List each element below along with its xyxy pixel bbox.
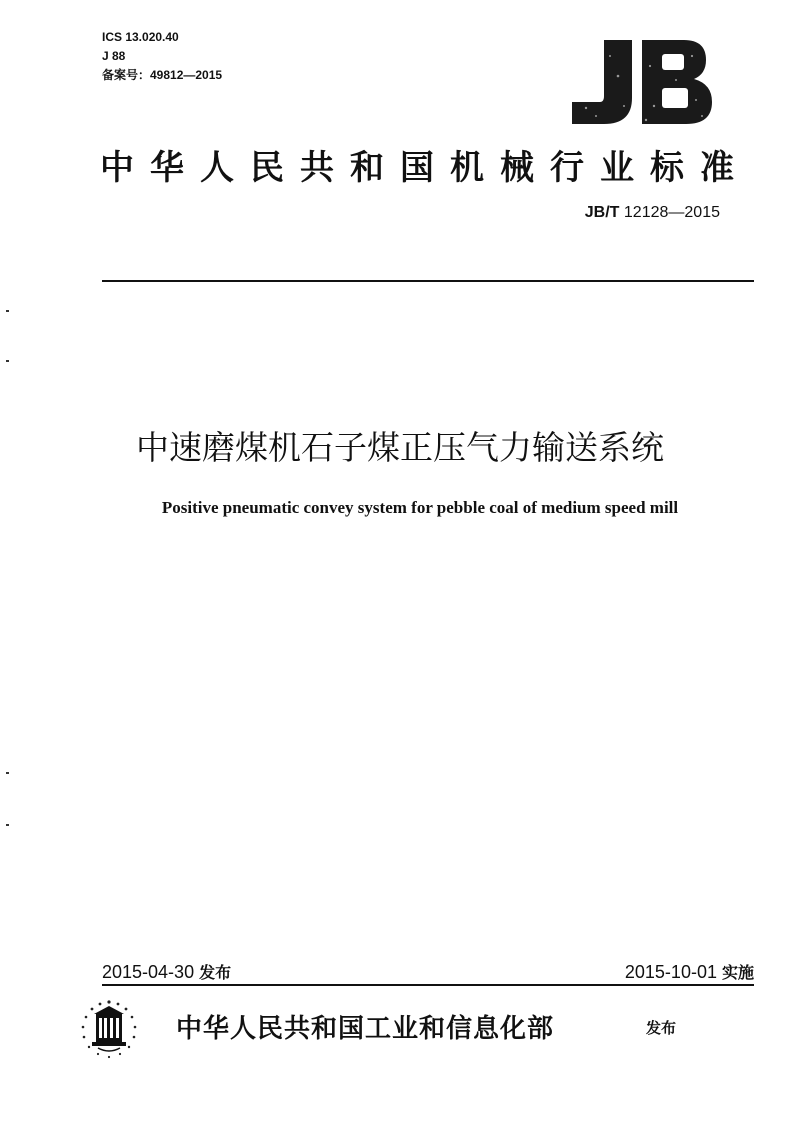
margin-mark	[6, 824, 9, 826]
top-divider	[102, 280, 754, 282]
bottom-divider	[102, 984, 754, 986]
filing-number: 备案号：49812—2015	[102, 68, 223, 82]
implementation-date: 2015-10-01	[624, 962, 717, 982]
ministry-emblem-icon	[74, 996, 144, 1062]
publisher-name: 中华人民共和国工业和信息化部	[176, 1014, 555, 1044]
ics-code: ICS 13.020.40	[102, 30, 179, 44]
margin-mark	[6, 360, 9, 362]
standard-code: 12128—2015	[623, 204, 720, 221]
implementation-date-line	[625, 960, 754, 983]
issue-label: 发布	[199, 963, 232, 982]
header-meta	[102, 28, 222, 85]
industry-standard-title: 中华人民共和国机械行业标准	[100, 148, 750, 188]
implementation-label: 实施	[721, 963, 754, 982]
document-title-english: Positive pneumatic convey system for pebble coal of medium speed mill	[161, 498, 679, 517]
jb-logo-icon	[566, 36, 716, 126]
margin-mark	[6, 310, 9, 312]
margin-mark	[6, 772, 9, 774]
publisher-suffix: 发布	[646, 1019, 677, 1037]
standard-number	[585, 204, 720, 222]
standard-prefix: JB/T	[584, 204, 620, 221]
issue-date: 2015-04-30	[102, 962, 195, 982]
classification-code: J 88	[102, 49, 126, 63]
issue-date-line	[102, 960, 231, 983]
document-title-chinese: 中速磨煤机石子煤正压气力输送系统	[136, 428, 664, 467]
